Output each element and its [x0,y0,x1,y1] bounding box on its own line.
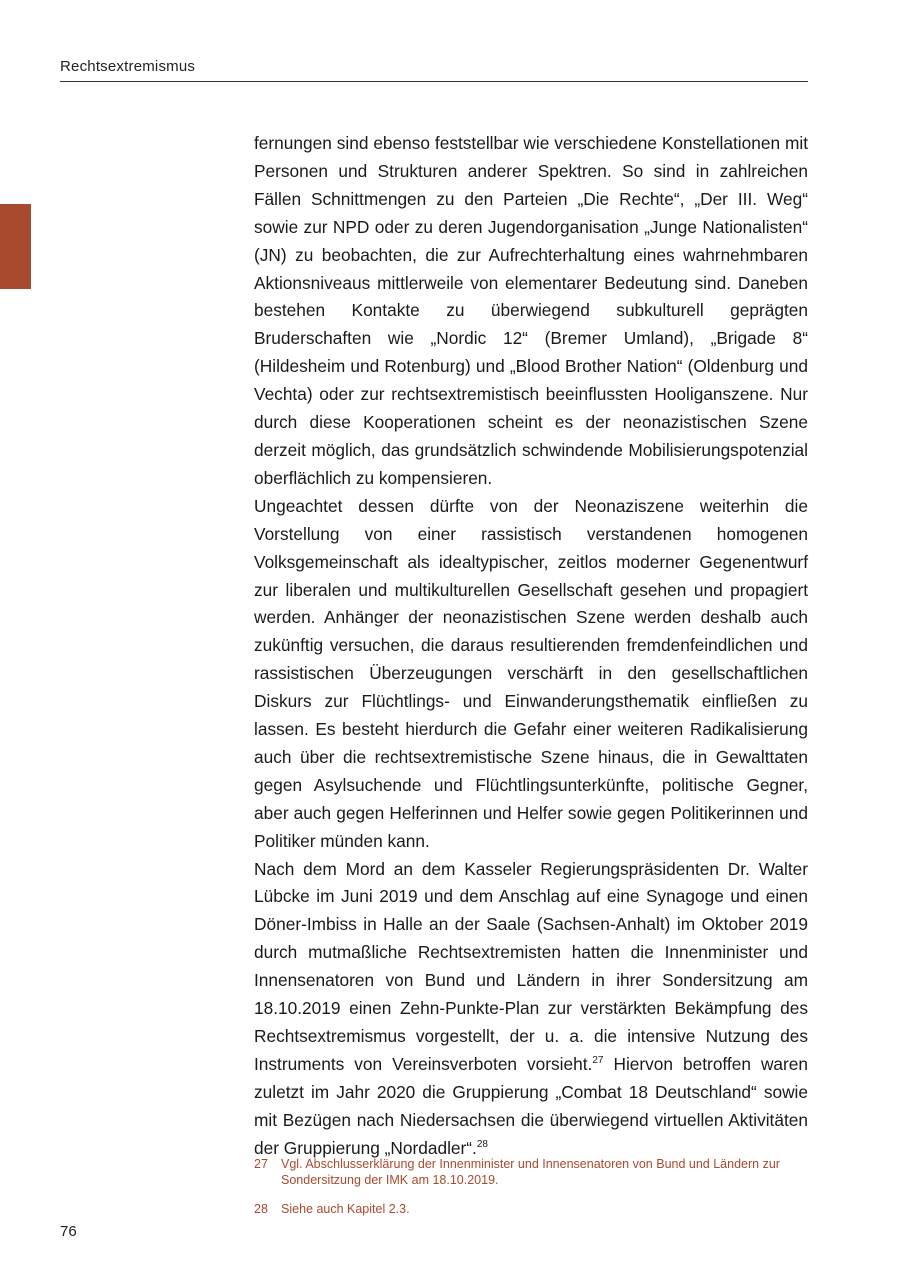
header-divider [60,81,808,82]
footnote-28 [254,1201,808,1217]
paragraph-3-text-a: Nach dem Mord an dem Kasseler Regierungspräsidenten Dr. Walter Lübcke im Juni 2019 und dem Anschlag auf eine Synagoge und einen Döner-Imbiss in Halle an der Saale (Sachsen-Anhalt) im Oktober 2019 durch mutmaßliche Rechtsextremisten hatten die Innenminister und Innensenatoren von Bund und Ländern in ihrer Sondersitzung am 18.10.2019 einen Zehn-Punkte-Plan zur verstärkten Bekämpfung des Rechtsextremismus vorgestellt, der u. a. die intensive Nutzung des Instruments von Vereinsverboten vorsieht. [254,858,808,1074]
footnote-27 [254,1156,808,1188]
footnote-ref-28[interactable]: 28 [476,1138,488,1150]
footnote-ref-27[interactable]: 27 [592,1055,604,1067]
footnotes [254,1156,808,1230]
paragraph-2: Ungeachtet dessen dürfte von der Neonaziszene weiterhin die Vorstellung von einer rassistisch verstandenen homogenen Volksgemeinschaft als idealtypischer, zeitlos moderner Gegenentwurf zur liberalen und multikulturellen Gesellschaft gesehen und propagiert werden. Anhänger der neonazistischen Szene werden deshalb auch zukünftig versuchen, die daraus resultierenden fremdenfeindlichen und rassistischen Überzeugungen verschärft in den gesellschaftlichen Diskurs zur Flüchtlings- und Einwanderungsthematik einfließen zu lassen. Es besteht hierdurch die Gefahr einer weiteren Radikalisierung auch über die rechtsextremistische Szene hinaus, die in Gewalttaten gegen Asylsuchende und Flüchtlingsunterkünfte, politische Gegner, aber auch gegen Helferinnen und Helfer sowie gegen Politikerinnen und Politiker münden kann. [254,495,808,851]
footnote-text: Siehe auch Kapitel 2.3. [281,1202,410,1216]
paragraph-3 [254,856,808,1163]
footnote-number: 28 [254,1202,268,1216]
footnote-text: Vgl. Abschlusserklärung der Innenminister und Innensenatoren von Bund und Ländern zur Sondersitzung der IMK am 18.10.2019. [281,1157,780,1187]
body-text [254,130,808,1163]
page-number: 76 [60,1223,77,1240]
running-header: Rechtsextremismus [60,58,196,75]
chapter-side-tab [0,204,31,289]
paragraph-1: fernungen sind ebenso feststellbar wie verschiedene Konstellationen mit Personen und Strukturen anderer Spektren. So sind in zahlreichen Fällen Schnittmengen zu den Parteien „Die Rechte“, „Der III. Weg“ sowie zur NPD oder zu deren Jugendorganisation „Junge Nationalisten“ (JN) zu beobachten, die zur Aufrechterhaltung eines wahrnehmbaren Aktionsniveaus mittlerweile von elementarer Bedeutung sind. Daneben bestehen Kontakte zu überwiegend subkulturell geprägten Bruderschaften wie „Nordic 12“ (Bremer Umland), „Brigade 8“ (Hildesheim und Rotenburg) und „Blood Brother Nation“ (Oldenburg und Vechta) oder zur rechtsextremistisch beeinflussten Hooliganszene. Nur durch diese Kooperationen scheint es der neonazistischen Szene derzeit möglich, das grundsätzlich schwindende Mobilisierungspotenzial oberflächlich zu kompensieren. [254,133,808,488]
footnote-number: 27 [254,1157,268,1171]
paragraph-3-text-b: Hiervon betroffen waren zuletzt im Jahr 2020 die Gruppierung „Combat 18 Deutschland“ sowie mit Bezügen nach Niedersachsen die überwiegend virtuellen Aktivitäten der Gruppierung „Nordadler“. [254,1053,809,1158]
